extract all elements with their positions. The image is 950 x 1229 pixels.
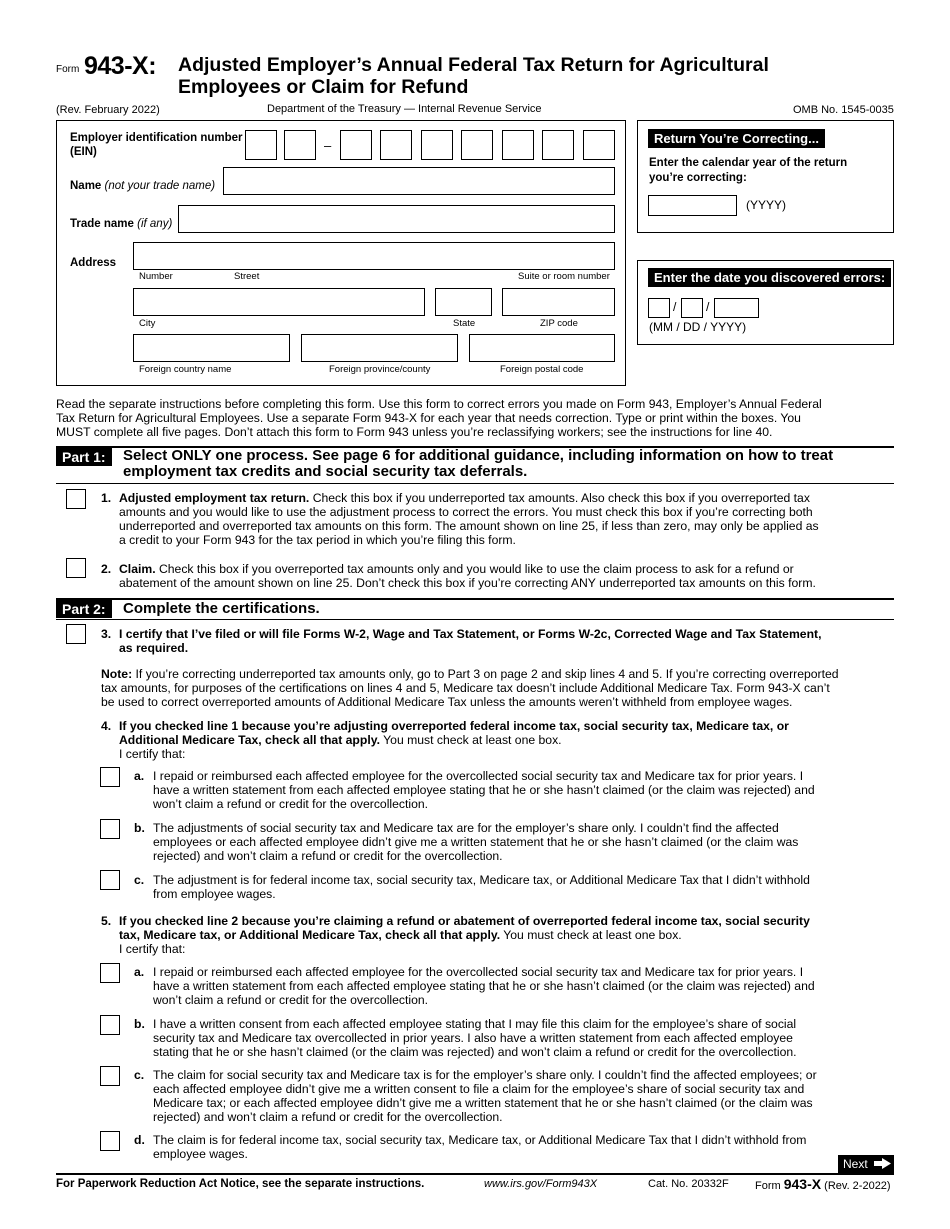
correcting-text-1: Enter the calendar year of the return <box>649 157 848 169</box>
line4c-checkbox[interactable] <box>100 870 120 890</box>
address-label: Address <box>70 257 117 269</box>
line4c-letter: c. <box>134 873 145 887</box>
correcting-header: Return You’re Correcting... <box>648 129 825 148</box>
part1-title-rule <box>56 483 894 484</box>
foreign-province-label: Foreign province/county <box>329 364 431 375</box>
ein-digit-9[interactable] <box>583 130 615 160</box>
omb-number: OMB No. 1545-0035 <box>793 104 894 116</box>
line4a-letter: a. <box>134 769 145 783</box>
city-field[interactable] <box>133 288 425 316</box>
note-line-1: Note: If you’re correcting underreported tax amounts only, go to Part 3 on page 2 and skip lines 4 and 5. If you’re correcting overreported <box>101 667 839 681</box>
next-button[interactable] <box>838 1155 894 1173</box>
line1-text-2: amounts and you would like to use the adjustment process to correct the errors. You must check this box if you’re correcting both <box>119 505 813 519</box>
line3-checkbox[interactable] <box>66 624 86 644</box>
line5c-text-2: each affected employee didn’t give me a written consent to file a claim for the employee’s share of social security tax and <box>153 1082 805 1096</box>
note-line-2: tax amounts, for purposes of the certifications on lines 4 and 5, Medicare tax doesn’t include Additional Medicare Tax. Form 943-X can’t <box>101 681 830 695</box>
line3-number: 3. <box>101 627 112 641</box>
state-field[interactable] <box>435 288 492 316</box>
part1-title-1: Select ONLY one process. See page 6 for additional guidance, including information on how to treat <box>123 447 834 464</box>
line5b-checkbox[interactable] <box>100 1015 120 1035</box>
line4a-text-2: have a written statement from each affected employee stating that he or she hasn’t claimed (or the claim was rejected) and <box>153 783 815 797</box>
foreign-country-field[interactable] <box>133 334 290 362</box>
line5d-checkbox[interactable] <box>100 1131 120 1151</box>
line4b-text-2: employees or each affected employee didn’t give me a written statement that he or she hasn’t claimed (or the claim was <box>153 835 799 849</box>
part1-label: Part 1: <box>56 448 112 466</box>
paperwork-notice: For Paperwork Reduction Act Notice, see the separate instructions. <box>56 1178 425 1190</box>
note-line-3: be used to correct overreported amounts of Additional Medicare Tax unless the amounts weren’t withheld from employee wages. <box>101 695 793 709</box>
line4-number: 4. <box>101 719 112 733</box>
discovered-month-field[interactable] <box>648 298 670 318</box>
irs-url: www.irs.gov/Form943X <box>484 1178 598 1190</box>
ein-label: Employer identification number <box>70 132 243 144</box>
foreign-postal-field[interactable] <box>469 334 615 362</box>
line5c-checkbox[interactable] <box>100 1066 120 1086</box>
line1-text-1: Adjusted employment tax return. Check this box if you underreported tax amounts. Also check this box if you overreported tax <box>119 491 810 505</box>
line4a-checkbox[interactable] <box>100 767 120 787</box>
footer-form-id: Form 943-X (Rev. 2-2022) <box>755 1176 891 1192</box>
year-hint: (YYYY) <box>746 198 787 212</box>
department: Department of the Treasury — Internal Revenue Service <box>267 103 542 115</box>
state-label: State <box>453 318 476 329</box>
ein-digit-4[interactable] <box>380 130 412 160</box>
line4c-text-1: The adjustment is for federal income tax, social security tax, Medicare tax, or Additional Medicare Tax that I didn’t withhold <box>153 873 810 887</box>
part1-title-2: employment tax credits and social security tax deferrals. <box>123 463 528 480</box>
suite-label: Suite or room number <box>518 271 610 282</box>
line5c-letter: c. <box>134 1068 145 1082</box>
foreign-province-field[interactable] <box>301 334 458 362</box>
intro-line-1: Read the separate instructions before completing this form. Use this form to correct errors you made on Form 943, Employer’s Annual Federal <box>56 397 822 411</box>
form-title-line2: Employees or Claim for Refund <box>178 76 469 98</box>
line4b-text-3: rejected) and won’t claim a refund or credit for the overcollection. <box>153 849 503 863</box>
line2-text-2: abatement of the amount shown on line 25. Don’t check this box if you’re correcting ANY underreported tax amounts on this form. <box>119 576 816 590</box>
next-label: Next <box>843 1157 868 1171</box>
line2-number: 2. <box>101 562 112 576</box>
line2-text-1: Claim. Check this box if you overreported tax amounts only and you would like to use the claim process to ask for a refund or <box>119 562 794 576</box>
line5b-text-2: security tax and Medicare tax overcollected in prior years. I also have a written statement from each affected employee <box>153 1031 793 1045</box>
line4a-text-1: I repaid or reimbursed each affected employee for the overcollected social security tax and Medicare tax for prior years. I <box>153 769 804 783</box>
line1-text-3: underreported and overreported tax amounts on this form. The amount shown on line 25, if less than zero, may only be applied as <box>119 519 819 533</box>
date-slash-1: / <box>673 300 677 314</box>
foreign-country-label: Foreign country name <box>139 364 232 375</box>
line5-text-2: tax, Medicare tax, or Additional Medicare Tax, check all that apply. You must check at least one box. <box>119 928 682 942</box>
ein-digit-8[interactable] <box>542 130 574 160</box>
line5b-text-3: stating that he or she hasn’t claimed (or the claim was rejected) and won’t claim a refund or credit for the overcollection. <box>153 1045 797 1059</box>
ein-digit-6[interactable] <box>461 130 493 160</box>
discovered-day-field[interactable] <box>681 298 703 318</box>
intro-line-2: Tax Return for Agricultural Employees. Use a separate Form 943-X for each year that needs correction. Type or print within the boxes. You <box>56 411 801 425</box>
line5a-text-2: have a written statement from each affected employee stating that he or she hasn’t claimed (or the claim was rejected) and <box>153 979 815 993</box>
form-number: 943-X: <box>84 52 157 80</box>
line1-checkbox[interactable] <box>66 489 86 509</box>
discovered-header: Enter the date you discovered errors: <box>648 268 891 287</box>
line5-text-1: If you checked line 2 because you’re claiming a refund or abatement of overreported federal income tax, social security <box>119 914 810 928</box>
ein-digit-7[interactable] <box>502 130 534 160</box>
line5a-text-3: won’t claim a refund or credit for the overcollection. <box>153 993 429 1007</box>
line5-certify: I certify that: <box>119 942 186 956</box>
line5a-letter: a. <box>134 965 145 979</box>
trade-name-field[interactable] <box>178 205 615 233</box>
street-address-field[interactable] <box>133 242 615 270</box>
ein-digit-5[interactable] <box>421 130 453 160</box>
city-label: City <box>139 318 156 329</box>
revision-date: (Rev. February 2022) <box>56 104 160 116</box>
line1-number: 1. <box>101 491 112 505</box>
line4-text-2: Additional Medicare Tax, check all that apply. You must check at least one box. <box>119 733 562 747</box>
name-field[interactable] <box>223 167 615 195</box>
foreign-postal-label: Foreign postal code <box>500 364 584 375</box>
street-label: Street <box>234 271 260 282</box>
line5d-text-2: employee wages. <box>153 1147 248 1161</box>
correcting-year-field[interactable] <box>648 195 737 216</box>
name-label: Name (not your trade name) <box>70 180 216 192</box>
part2-label: Part 2: <box>56 600 112 618</box>
line1-text-4: a credit to your Form 943 for the tax period in which you’re filing this form. <box>119 533 516 547</box>
ein-label-abbr: (EIN) <box>70 146 97 158</box>
line5d-letter: d. <box>134 1133 145 1147</box>
correcting-text-2: you’re correcting: <box>649 172 747 184</box>
line5c-text-1: The claim for social security tax and Medicare tax is for the employer’s share only. I couldn’t find the affected employees; or <box>153 1068 817 1082</box>
arrow-right-icon <box>874 1158 892 1172</box>
part2-title-rule <box>56 619 894 620</box>
footer-rule <box>56 1173 894 1175</box>
line4a-text-3: won’t claim a refund or credit for the overcollection. <box>153 797 429 811</box>
line4c-text-2: from employee wages. <box>153 887 276 901</box>
number-label: Number <box>139 271 173 282</box>
date-hint: (MM / DD / YYYY) <box>649 320 747 334</box>
line5c-text-4: rejected) and won’t claim a refund or credit for the overcollection. <box>153 1110 503 1124</box>
ein-digit-2[interactable] <box>284 130 316 160</box>
line2-checkbox[interactable] <box>66 558 86 578</box>
ein-digit-1[interactable] <box>245 130 277 160</box>
line5b-text-1: I have a written consent from each affected employee stating that I may file this claim for the employee’s share of social <box>153 1017 797 1031</box>
discovered-year-field[interactable] <box>714 298 759 318</box>
cat-number: Cat. No. 20332F <box>648 1178 729 1190</box>
line5a-text-1: I repaid or reimbursed each affected employee for the overcollected social security tax and Medicare tax for prior years. I <box>153 965 804 979</box>
line5a-checkbox[interactable] <box>100 963 120 983</box>
intro-line-3: MUST complete all five pages. Don’t attach this form to Form 943 unless you’re reclassifying workers; see the instructions for line 40. <box>56 425 773 439</box>
trade-name-label: Trade name (if any) <box>70 218 173 230</box>
line5d-text-1: The claim is for federal income tax, social security tax, Medicare tax, or Additional Medicare Tax that I didn’t withhold from <box>153 1133 807 1147</box>
form-label: Form <box>56 64 80 75</box>
zip-label: ZIP code <box>540 318 578 329</box>
form-title-line1: Adjusted Employer’s Annual Federal Tax Return for Agricultural <box>178 54 769 76</box>
line4-certify: I certify that: <box>119 747 186 761</box>
ein-digit-3[interactable] <box>340 130 372 160</box>
line4b-letter: b. <box>134 821 145 835</box>
line4-text-1: If you checked line 1 because you’re adjusting overreported federal income tax, social security tax, Medicare tax, or <box>119 719 789 733</box>
line5b-letter: b. <box>134 1017 145 1031</box>
part2-title: Complete the certifications. <box>123 600 320 617</box>
line4b-text-1: The adjustments of social security tax and Medicare tax are for the employer’s share only. I couldn’t find the affected <box>153 821 779 835</box>
line3-text-2: as required. <box>119 641 189 655</box>
ein-dash: – <box>324 138 332 153</box>
line5-number: 5. <box>101 914 112 928</box>
zip-field[interactable] <box>502 288 615 316</box>
line4b-checkbox[interactable] <box>100 819 120 839</box>
line3-text-1: I certify that I’ve filed or will file Forms W-2, Wage and Tax Statement, or Forms W-2c, Corrected Wage and Tax Statement, <box>119 627 822 641</box>
line5c-text-3: Medicare tax; or each affected employee didn’t give me a written statement that he or she hasn’t claimed (or the claim was <box>153 1096 813 1110</box>
date-slash-2: / <box>706 300 710 314</box>
